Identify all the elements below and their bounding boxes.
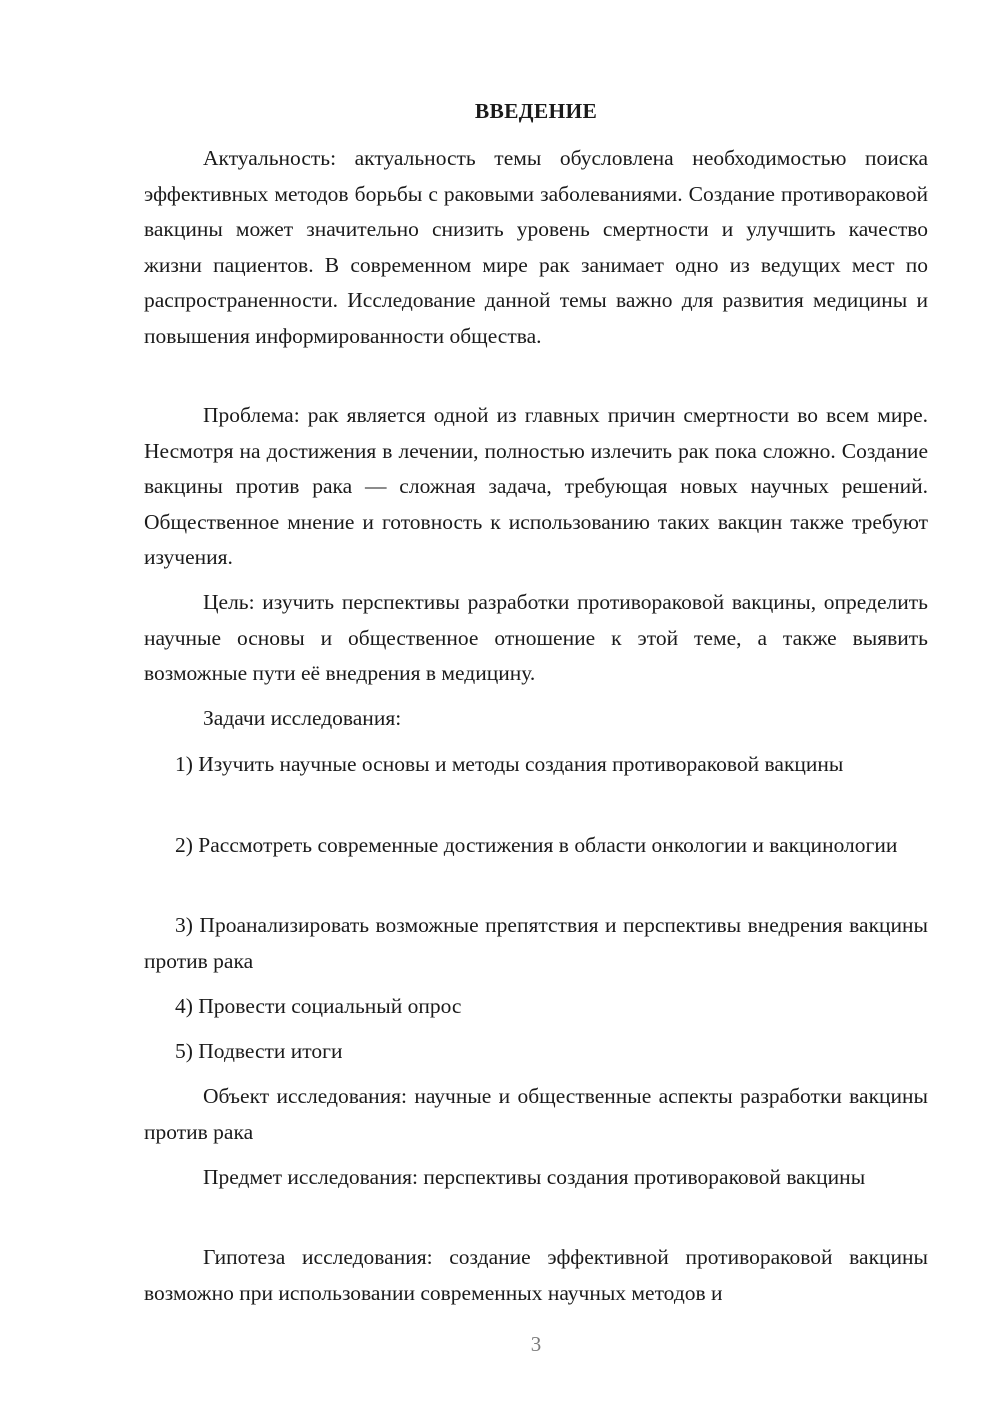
paragraph-object: Объект исследования: научные и общественные аспекты разработки вакцины против рака [144,1084,928,1144]
page-number: 3 [530,1332,542,1356]
paragraph-hypothesis: Гипотеза исследования: создание эффективной противораковой вакцины возможно при использовании современных научных методов и [144,1245,928,1305]
page-title: ВВЕДЕНИЕ [474,99,598,123]
list-item: 5) Подвести итоги [175,1039,343,1063]
list-item: 4) Провести социальный опрос [175,994,462,1018]
paragraph-goal: Цель: изучить перспективы разработки противораковой вакцины, определить научные основы и общественное отношение к этой теме, а также выявить возможные пути её внедрения в медицину. [144,590,928,685]
list-item: 1) Изучить научные основы и методы создания противораковой вакцины [175,752,844,776]
paragraph-relevance: Актуальность: актуальность темы обусловлена необходимостью поиска эффективных методов борьбы с раковыми заболеваниями. Создание противораковой вакцины может значительно снизить уровень смертности и улучшить качество жизни пациентов. В современном мире рак занимает одно из ведущих мест по распространенности. Исследование данной темы важно для развития медицины и повышения информированности общества. [144,146,928,348]
paragraph-subject: Предмет исследования: перспективы создания противораковой вакцины [203,1165,866,1189]
list-item: 3) Проанализировать возможные препятствия и перспективы внедрения вакцины против рака [144,913,928,973]
tasks-title: Задачи исследования: [203,706,402,730]
paragraph-problem: Проблема: рак является одной из главных причин смертности во всем мире. Несмотря на достижения в лечении, полностью излечить рак пока сложно. Создание вакцины против рака — сложная задача, требующая новых научных решений. Общественное мнение и готовность к использованию таких вакцин также требуют изучения. [144,403,928,569]
list-item: 2) Рассмотреть современные достижения в области онкологии и вакцинологии [175,833,898,857]
